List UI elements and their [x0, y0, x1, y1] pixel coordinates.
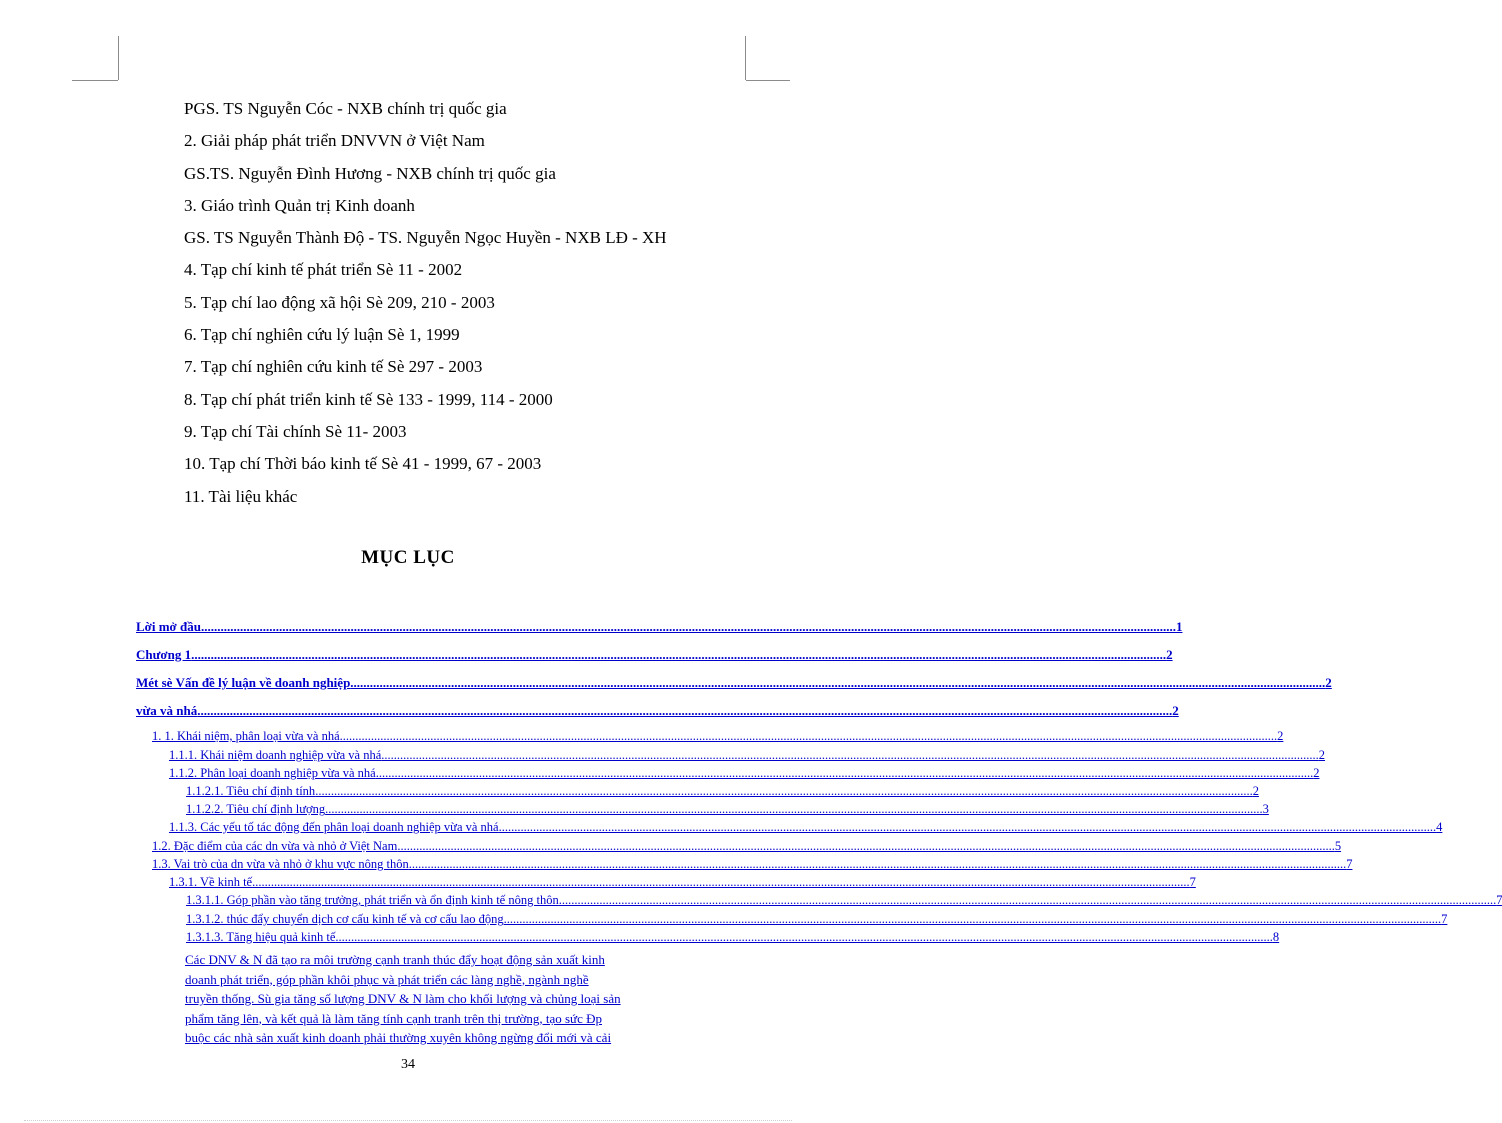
toc-entry-title: 1.1.2. Phân loại doanh nghiệp vừa và nhá — [169, 766, 376, 780]
toc-heading: MỤC LỤC — [361, 547, 455, 568]
toc-leader-dots: ............................................................................................................................................................................................................................................................................................................ — [200, 619, 1176, 634]
toc-entry-title: 1.3.1.3. Tăng hiệu quả kinh tế — [186, 930, 336, 944]
toc-entry-page: 7 — [1189, 875, 1196, 889]
linked-paragraph[interactable] — [185, 950, 742, 1048]
crop-mark — [746, 80, 790, 81]
reference-line: 7. Tạp chí nghiên cứu kinh tế Sè 297 - 2003 — [184, 357, 483, 377]
toc-leader-dots: ............................................................................................................................................................................................................................................................................................................ — [503, 912, 1442, 926]
toc-entry-page: 3 — [1262, 802, 1269, 816]
toc-entry-page: 7 — [1346, 857, 1353, 871]
toc-entry[interactable] — [186, 801, 1269, 818]
toc-entry-title: 1.2. Đặc điểm của các dn vừa và nhỏ ở Việt Nam — [152, 839, 398, 853]
toc-entry-page: 2 — [1277, 729, 1284, 743]
toc-entry-title: 1.1.2.2. Tiêu chí định lượng — [186, 802, 326, 816]
toc-entry-page: 2 — [1166, 647, 1173, 662]
toc-leader-dots: ............................................................................................................................................................................................................................................................................................................ — [335, 930, 1273, 944]
toc-entry[interactable] — [136, 702, 1179, 720]
toc-entry[interactable] — [136, 646, 1173, 664]
reference-line: 6. Tạp chí nghiên cứu lý luận Sè 1, 1999 — [184, 325, 460, 345]
toc-entry-title: Lời mở đầu — [136, 619, 201, 634]
toc-entry[interactable] — [186, 929, 1280, 946]
toc-entry-title: 1.1.3. Các yếu tố tác động đến phân loại doanh nghiệp vừa và nhá — [169, 820, 499, 834]
toc-entry-title: 1.3. Vai trò của dn vừa và nhỏ ở khu vực nông thôn — [152, 857, 409, 871]
toc-entry-page: 7 — [1496, 893, 1502, 907]
paragraph-line: doanh phát triển, góp phần khôi phục và phát triển các làng nghề, ngành nghề — [185, 971, 589, 987]
toc-leader-dots: ............................................................................................................................................................................................................................................................................................................ — [381, 748, 1319, 762]
toc-entry-title: 1.3.1.2. thúc đẩy chuyển dịch cơ cấu kinh tế và cơ cấu lao động — [186, 912, 504, 926]
toc-leader-dots: ............................................................................................................................................................................................................................................................................................................ — [197, 703, 1173, 718]
reference-line: 5. Tạp chí lao động xã hội Sè 209, 210 - 2003 — [184, 292, 495, 312]
toc-entry-page: 2 — [1252, 784, 1259, 798]
reference-line: 4. Tạp chí kinh tế phát triển Sè 11 - 2002 — [184, 260, 463, 280]
toc-entry[interactable] — [169, 819, 1443, 836]
toc-leader-dots: ............................................................................................................................................................................................................................................................................................................ — [325, 802, 1263, 816]
toc-entry-title: 1.1.1. Khái niệm doanh nghiệp vừa và nhá — [169, 748, 382, 762]
reference-line: GS.TS. Nguyễn Đình Hương - NXB chính trị quốc gia — [184, 163, 556, 183]
reference-list — [184, 93, 784, 513]
toc-entry[interactable] — [136, 674, 1332, 692]
toc-entry-page: 5 — [1334, 839, 1342, 853]
toc-leader-dots: ............................................................................................................................................................................................................................................................................................................ — [350, 675, 1326, 690]
crop-mark — [72, 80, 118, 81]
toc-leader-dots: ............................................................................................................................................................................................................................................................................................................ — [558, 893, 1497, 907]
toc-leader-dots: ............................................................................................................................................................................................................................................................................................................ — [191, 647, 1167, 662]
toc-entry-title: 1.3.1. Về kinh tế — [169, 875, 253, 889]
toc-entry-page: 4 — [1436, 820, 1443, 834]
toc-entry[interactable] — [136, 618, 1183, 636]
reference-line: 11. Tài liệu khác — [184, 486, 298, 506]
toc-entry[interactable] — [152, 728, 1284, 745]
toc-entry-page: 2 — [1172, 703, 1179, 718]
toc-entry[interactable] — [169, 765, 1320, 782]
toc-leader-dots: ............................................................................................................................................................................................................................................................................................................ — [315, 784, 1253, 798]
toc-leader-dots: ............................................................................................................................................................................................................................................................................................................ — [397, 839, 1335, 853]
toc-entry-page: 2 — [1318, 748, 1326, 762]
reference-line: 10. Tạp chí Thời báo kinh tế Sè 41 - 1999, 67 - 2003 — [184, 454, 542, 474]
reference-line: GS. TS Nguyễn Thành Độ - TS. Nguyễn Ngọc Huyền - NXB LĐ - XH — [184, 228, 667, 248]
paragraph-line: buộc các nhà sản xuất kinh doanh phải thường xuyên không ngừng đổi mới và cải — [185, 1030, 612, 1045]
toc-entry[interactable] — [152, 856, 1353, 873]
paragraph-line: Các DNV & N đã tạo ra môi trường cạnh tranh thúc đẩy hoạt động sản xuất kinh — [185, 952, 605, 967]
reference-line: PGS. TS Nguyễn Cóc - NXB chính trị quốc gia — [184, 99, 507, 118]
toc-leader-dots: ............................................................................................................................................................................................................................................................................................................ — [339, 729, 1278, 743]
toc-entry[interactable] — [186, 892, 1502, 909]
toc-entry-page: 1 — [1175, 619, 1183, 634]
page-bottom-border — [24, 1120, 792, 1121]
toc-entry-title: Mét sè Vấn đề lý luận về doanh nghiệp — [136, 675, 351, 690]
paragraph-line: truyền thống. Sù gia tăng số lượng DNV & N làm cho khối lượng và chủng loại sản — [185, 991, 621, 1006]
toc-entry-title: 1.1.2.1. Tiêu chí định tính — [186, 784, 316, 798]
toc-entry-title: 1.3.1.1. Góp phần vào tăng trưởng, phát triển và ổn định kinh tế nông thôn — [186, 893, 559, 907]
toc-entry[interactable] — [169, 874, 1196, 891]
toc-entry[interactable] — [186, 783, 1259, 800]
toc-entry-title: Chương 1 — [136, 647, 192, 662]
toc-leader-dots: ............................................................................................................................................................................................................................................................................................................ — [498, 820, 1437, 834]
toc-entry-page: 2 — [1313, 766, 1320, 780]
reference-line: 2. Giải pháp phát triển DNVVN ở Việt Nam — [184, 131, 485, 151]
toc-entry-page: 7 — [1441, 912, 1448, 926]
reference-line: 3. Giáo trình Quản trị Kinh doanh — [184, 195, 415, 215]
reference-line: 8. Tạp chí phát triển kinh tế Sè 133 - 1999, 114 - 2000 — [184, 389, 553, 409]
page-number: 34 — [401, 1057, 415, 1072]
toc-entry-title: 1. 1. Khái niệm, phân loại vừa và nhá — [152, 729, 340, 743]
toc-leader-dots: ............................................................................................................................................................................................................................................................................................................ — [252, 875, 1190, 889]
toc-entry[interactable] — [169, 747, 1326, 764]
toc-entry-title: vừa và nhá — [136, 703, 198, 718]
toc-leader-dots: ............................................................................................................................................................................................................................................................................................................ — [375, 766, 1314, 780]
toc-leader-dots: ............................................................................................................................................................................................................................................................................................................ — [408, 857, 1347, 871]
crop-mark — [118, 36, 119, 80]
toc-entry-page: 2 — [1325, 675, 1332, 690]
crop-mark — [745, 36, 746, 80]
paragraph-line: phẩm tăng lên, và kết quả là làm tăng tính cạnh tranh trên thị trường, tạo sức Ðp — [185, 1010, 602, 1026]
toc-entry[interactable] — [186, 911, 1448, 928]
toc-entry[interactable] — [152, 838, 1342, 855]
toc-entry-page: 8 — [1272, 930, 1280, 944]
reference-line: 9. Tạp chí Tài chính Sè 11- 2003 — [184, 421, 407, 441]
